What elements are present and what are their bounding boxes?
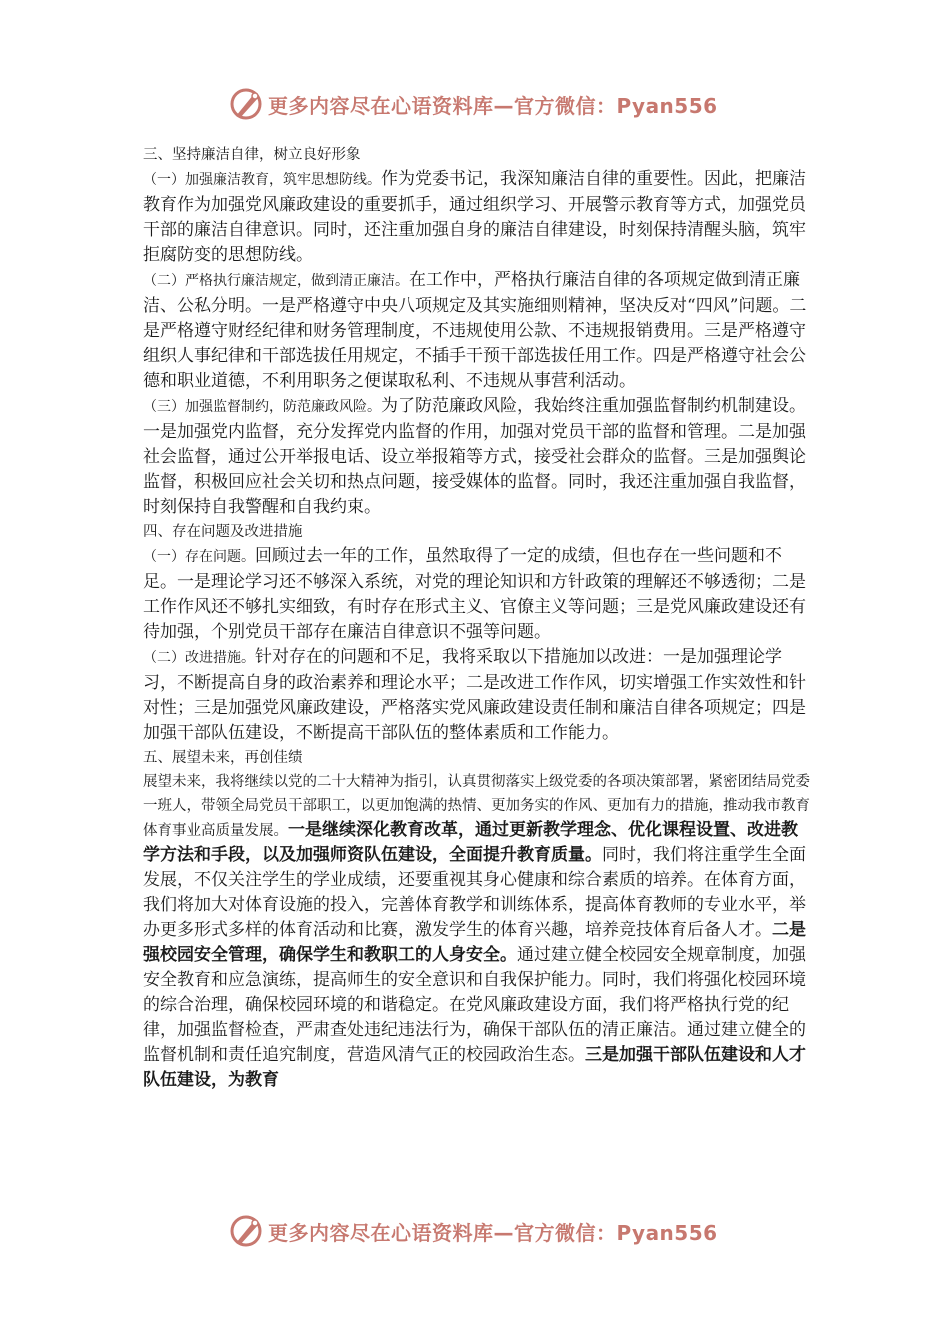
- paragraph-text: 展望未来，我将继续以党的二十大精神为指引，认真贯彻落实上级党委的各项决策部署，紧密团结局党委一班人，带领全局党员干部职工，以更加饱满的热情、更加务实的作风、更加有力的措施，推动我市教育体育事业高质量发展。: [143, 774, 810, 839]
- paragraph-label: （二）改进措施。: [143, 650, 255, 666]
- pen-logo-icon: [228, 86, 264, 122]
- paragraph-label: （三）加强监督制约，防范廉政风险。: [143, 399, 381, 415]
- paragraph-text: 针对存在的问题和不足，我将采取以下措施加以改进：一是加强理论学习，不断提高自身的政治素养和理论水平；二是改进工作作风，切实增强工作实效性和针对性；三是加强党风廉政建设，严格落实党风廉政建设责任制和廉洁自律各项规定；四是加强干部队伍建设，不断提高干部队伍的整体素质和工作能力。: [143, 647, 806, 743]
- paragraph-text: 在工作中，严格执行廉洁自律的各项规定做到清正廉洁、公私分明。一是严格遵守中央八项规定及其实施细则精神，坚决反对“四风”问题。二是严格遵守财经纪律和财务管理制度，不违规使用公款、不违规报销费用。三是严格遵守组织人事纪律和干部选拔任用规定，不插手干预干部选拔任用工作。四是严格遵守社会公德和职业道德，不利用职务之便谋取私利、不违规从事营利活动。: [143, 270, 807, 391]
- section-4-heading: 四、存在问题及改进措施: [143, 524, 303, 540]
- paragraph-text: 作为党委书记，我深知廉洁自律的重要性。因此，把廉洁教育作为加强党风廉政建设的重要抓手，通过组织学习、开展警示教育等方式，加强党员干部的廉洁自律意识。同时，还注重加强自身的廉洁自律建设，时刻保持清醒头脑，筑牢拒腐防变的思想防线。: [143, 169, 806, 265]
- paragraph: [143, 167, 811, 268]
- section-3-heading: 三、坚持廉洁自律，树立良好形象: [143, 147, 361, 163]
- bold-lead-1: 一是继续深化教育改革，通过更新教学理念、优化课程设置、改进教学方法和手段，以及加强师资队伍建设，全面提升教育质量。: [143, 820, 798, 865]
- bold-lead-3: 三是加强干部队伍建设和人才队伍建设，为教育: [143, 1045, 806, 1090]
- footer-watermark: [228, 1211, 748, 1251]
- section-5-heading: 五、展望未来，再创佳绩: [143, 750, 303, 766]
- paragraph-label: （一）加强廉洁教育，筑牢思想防线。: [143, 172, 381, 188]
- document-body: [143, 143, 811, 1093]
- paragraph-text: 同时，我们将注重学生全面发展，不仅关注学生的学业成绩，还要重视其身心健康和综合素质的培养。在体育方面，我们将加大对体育设施的投入，完善体育教学和训练体系，提高体育教师的专业水平，举办更多形式多样的体育活动和比赛，激发学生的体育兴趣，培养竞技体育后备人才。: [143, 845, 806, 940]
- paragraph-label: （一）存在问题。: [143, 549, 255, 565]
- paragraph-text: 回顾过去一年的工作，虽然取得了一定的成绩，但也存在一些问题和不足。一是理论学习还不够深入系统，对党的理论知识和方针政策的理解还不够透彻；二是工作作风还不够扎实细致，有时存在形式主义、官僚主义等问题；三是党风廉政建设还有待加强，个别党员干部存在廉洁自律意识不强等问题。: [143, 546, 806, 642]
- paragraph: [143, 268, 811, 394]
- paragraph-text: 通过建立健全校园安全规章制度，加强安全教育和应急演练，提高师生的安全意识和自我保护能力。同时，我们将强化校园环境的综合治理，确保校园环境的和谐稳定。在党风廉政建设方面，我们将严格执行党的纪律，加强监督检查，严肃查处违纪违法行为，确保干部队伍的清正廉洁。通过建立健全的监督机制和责任追究制度，营造风清气正的校园政治生态。: [143, 945, 806, 1065]
- watermark-text: 更多内容尽在心语资料库—官方微信：Pyan556: [268, 93, 718, 118]
- paragraph-text: 为了防范廉政风险，我始终注重加强监督制约机制建设。一是加强党内监督，充分发挥党内监督的作用，加强对党员干部的监督和管理。二是加强社会监督，通过公开举报电话、设立举报箱等方式，接受社会群众的监督。三是加强舆论监督，积极回应社会关切和热点问题，接受媒体的监督。同时，我还注重加强自我监督，时刻保持自我警醒和自我约束。: [143, 396, 806, 517]
- header-watermark: [228, 84, 748, 124]
- pen-logo-icon: [228, 1213, 264, 1249]
- paragraph: [143, 645, 811, 746]
- paragraph: [143, 394, 811, 520]
- paragraph: [143, 770, 811, 1093]
- paragraph: [143, 544, 811, 645]
- paragraph-label: （二）严格执行廉洁规定，做到清正廉洁。: [143, 273, 409, 289]
- bold-lead-2: 二是强校园安全管理，确保学生和教职工的人身安全。: [143, 920, 806, 965]
- watermark-text: 更多内容尽在心语资料库—官方微信：Pyan556: [268, 1220, 718, 1245]
